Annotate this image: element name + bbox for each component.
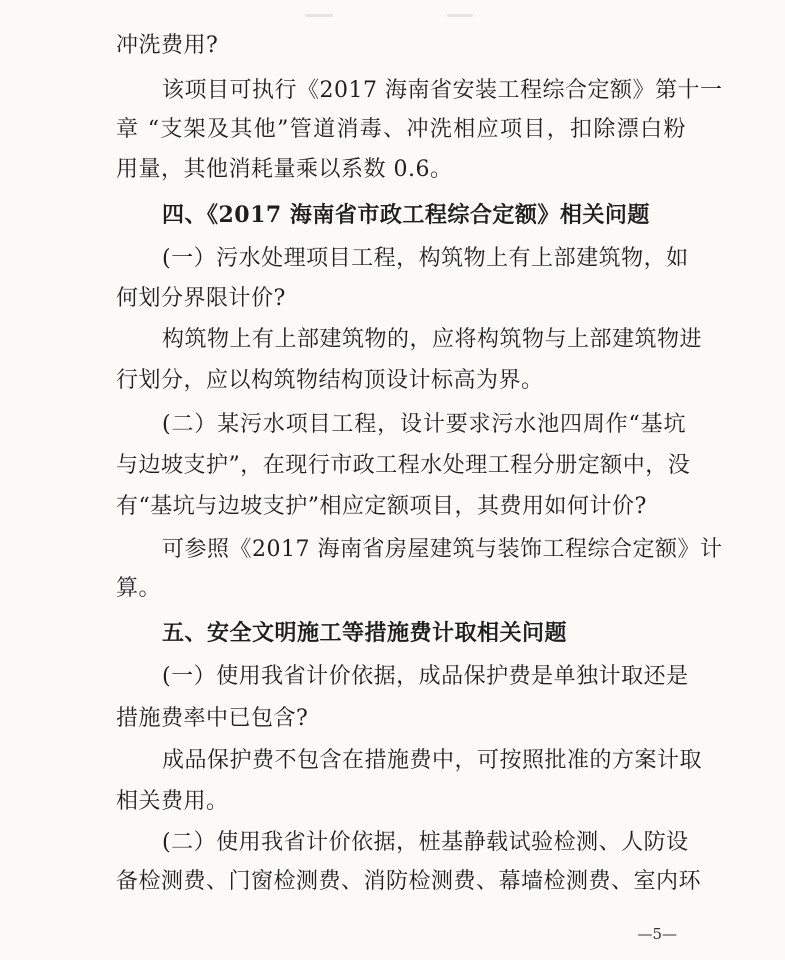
text-line-16: (一）使用我省计价依据，成品保护费是单独计取还是: [162, 664, 689, 689]
page-number: —5—: [637, 925, 677, 943]
text-line-18: 成品保护费不包含在措施费中，可按照批准的方案计取: [162, 748, 703, 773]
text-line-6: (一）污水处理项目工程，构筑物上有上部建筑物，如: [162, 246, 689, 271]
text-line-13: 可参照《2017 海南省房屋建筑与装饰工程综合定额》计: [162, 537, 723, 562]
text-line-1: 冲洗费用?: [116, 33, 219, 58]
text-line-9: 行划分，应以构筑物结构顶设计标高为界。: [116, 368, 544, 393]
section-heading-4: 四、《2017 海南省市政工程综合定额》相关问题: [162, 202, 650, 228]
text-line-8: 构筑物上有上部建筑物的，应将构筑物与上部建筑物进: [162, 327, 703, 352]
text-line-2: 该项目可执行《2017 海南省安装工程综合定额》第十一: [162, 78, 723, 103]
section-heading-5: 五、安全文明施工等措施费计取相关问题: [162, 620, 568, 646]
scan-artifact-left: [305, 14, 333, 17]
text-line-17: 措施费率中已包含?: [116, 706, 309, 731]
scan-artifact-right: [447, 14, 473, 17]
text-line-12: 有“基坑与边坡支护”相应定额项目，其费用如何计价?: [116, 494, 647, 519]
text-line-21: 备检测费、门窗检测费、消防检测费、幕墙检测费、室内环: [116, 869, 702, 894]
text-line-10: (二）某污水项目工程，设计要求污水池四周作“基坑: [162, 412, 686, 437]
text-line-11: 与边坡支护”，在现行市政工程水处理工程分册定额中，没: [116, 453, 691, 478]
text-line-3: 章 “支架及其他”管道消毒、冲洗相应项目，扣除漂白粉: [116, 117, 686, 142]
text-line-4: 用量，其他消耗量乘以系数 0.6。: [116, 157, 453, 182]
text-line-19: 相关费用。: [116, 789, 229, 814]
text-line-14: 算。: [116, 576, 162, 601]
text-line-7: 何划分界限计价?: [116, 286, 286, 311]
text-line-20: (二）使用我省计价依据，桩基静载试验检测、人防设: [162, 830, 689, 855]
